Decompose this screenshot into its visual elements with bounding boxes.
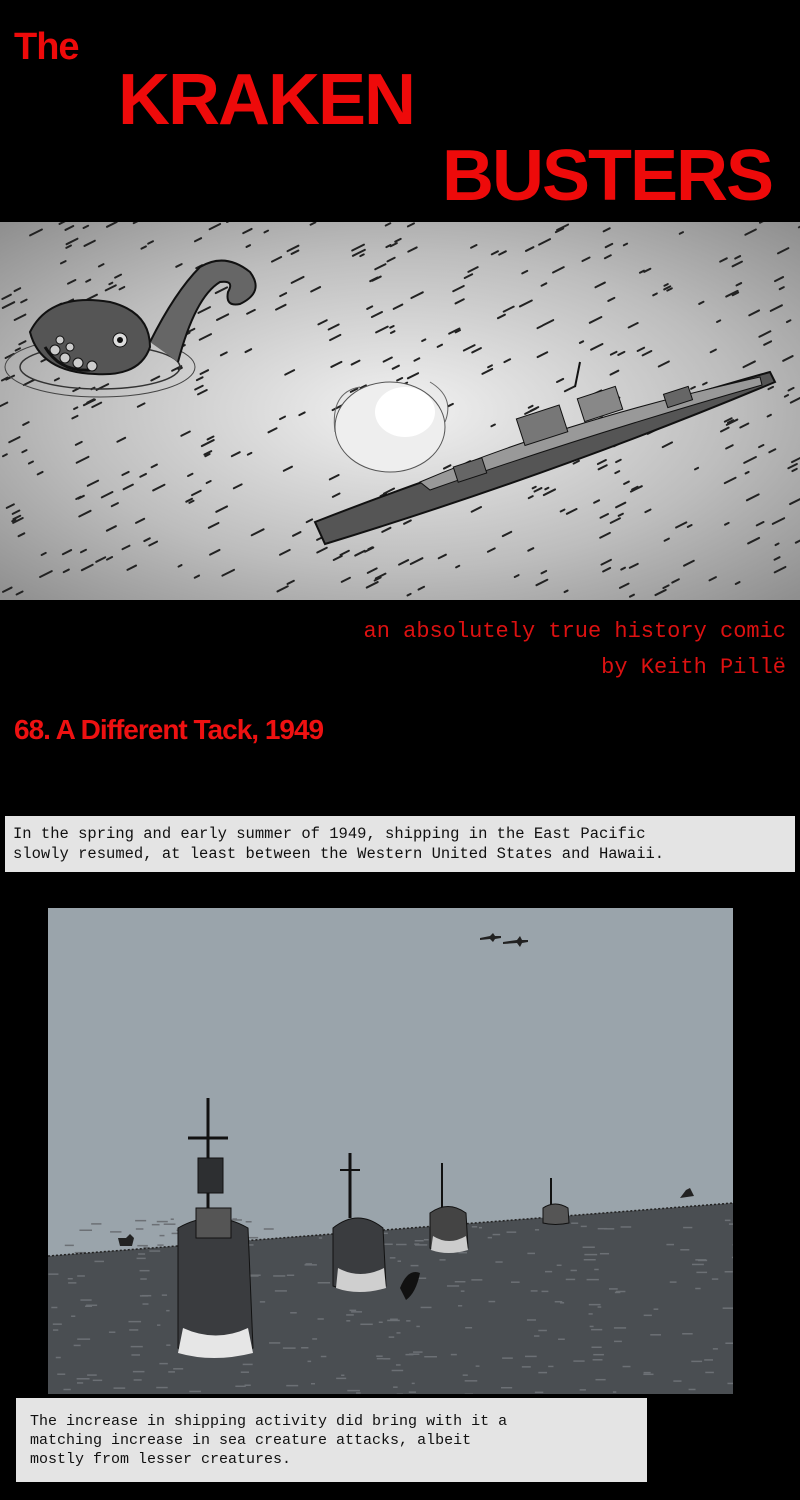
wave-speckle (531, 1290, 538, 1292)
wave-speckle (411, 1265, 419, 1267)
wave-speckle (727, 1383, 733, 1385)
wave-speckle (507, 1231, 517, 1233)
wave-speckle (360, 1324, 372, 1326)
wave-speckle (696, 1272, 707, 1274)
wave-speckle (725, 1271, 733, 1273)
wave-speckle (535, 1392, 543, 1394)
wave-speckle (545, 1271, 552, 1273)
wave-speckle (110, 1231, 121, 1233)
byline: by Keith Pillë (601, 655, 786, 680)
wave-speckle (91, 1223, 101, 1225)
wave-speckle (644, 1315, 652, 1317)
wave-speckle (584, 1254, 597, 1256)
wave-speckle (250, 1275, 258, 1277)
wave-speckle (571, 1270, 577, 1272)
wave-speckle (376, 1355, 382, 1357)
wave-speckle (393, 1386, 398, 1388)
wave-speckle (68, 1282, 76, 1284)
convoy-image (48, 908, 733, 1394)
wave-speckle (682, 1333, 693, 1335)
wave-speckle (349, 1310, 356, 1312)
wave-speckle (732, 1257, 733, 1259)
wave-speckle (131, 1354, 140, 1356)
wave-speckle (581, 1226, 587, 1228)
wave-speckle (405, 1354, 413, 1356)
wave-speckle (351, 1311, 362, 1313)
wave-speckle (458, 1305, 462, 1307)
wave-speckle (390, 1257, 396, 1259)
wave-speckle (465, 1380, 478, 1382)
wave-speckle (85, 1306, 92, 1308)
wave-speckle (159, 1235, 164, 1237)
wave-speckle (135, 1220, 146, 1222)
wave-speckle (495, 1261, 502, 1263)
wave-speckle (138, 1253, 145, 1255)
wave-speckle (680, 1249, 689, 1251)
wave-speckle (172, 1233, 178, 1235)
rain-streak (533, 487, 536, 489)
wave-speckle (548, 1366, 553, 1368)
wave-speckle (379, 1321, 383, 1323)
rain-streak (179, 565, 182, 567)
wave-speckle (283, 1347, 296, 1349)
wave-speckle (698, 1260, 707, 1262)
wave-speckle (725, 1343, 733, 1345)
subtitle (364, 614, 786, 686)
wave-speckle (712, 1278, 718, 1280)
wave-speckle (392, 1370, 404, 1372)
wave-speckle (535, 1229, 539, 1231)
wave-speckle (137, 1258, 146, 1260)
wave-speckle (269, 1342, 280, 1344)
caption-box-2 (16, 1398, 647, 1482)
rain-streak (565, 591, 568, 593)
wave-speckle (140, 1270, 150, 1272)
wave-speckle (136, 1228, 144, 1230)
wave-speckle (493, 1234, 501, 1236)
wave-speckle (94, 1261, 104, 1263)
wave-speckle (598, 1306, 602, 1308)
wave-speckle (461, 1290, 465, 1292)
wave-speckle (463, 1374, 468, 1376)
wave-speckle (53, 1323, 62, 1325)
wave-speckle (670, 1281, 677, 1283)
wave-speckle (654, 1308, 659, 1310)
wave-speckle (593, 1359, 603, 1361)
wave-speckle (157, 1324, 160, 1326)
wave-speckle (600, 1253, 609, 1255)
wave-speckle (591, 1329, 602, 1331)
wave-speckle (152, 1224, 160, 1226)
wave-speckle (231, 1219, 242, 1221)
wave-speckle (723, 1307, 733, 1309)
rain-streak (776, 544, 779, 546)
wave-speckle (412, 1383, 415, 1385)
wave-speckle (459, 1252, 467, 1254)
wave-speckle (173, 1368, 183, 1370)
wave-speckle (409, 1391, 416, 1393)
wave-speckle (455, 1281, 466, 1283)
wave-speckle (650, 1334, 661, 1336)
wave-speckle (114, 1387, 126, 1389)
wave-speckle (109, 1331, 115, 1333)
wave-speckle (346, 1314, 354, 1316)
wave-speckle (48, 1273, 58, 1275)
wave-speckle (71, 1315, 75, 1317)
wave-speckle (171, 1218, 174, 1220)
wave-speckle (644, 1372, 651, 1374)
wave-speckle (609, 1288, 618, 1290)
wave-speckle (396, 1244, 407, 1246)
wave-speckle (63, 1389, 70, 1391)
wave-speckle (557, 1265, 562, 1267)
wave-speckle (476, 1365, 480, 1367)
wave-speckle (479, 1227, 482, 1229)
wave-speckle (131, 1346, 143, 1348)
wave-speckle (87, 1374, 97, 1376)
wave-speckle (264, 1228, 274, 1230)
wave-speckle (643, 1374, 653, 1376)
wave-speckle (560, 1302, 564, 1304)
wave-speckle (157, 1221, 168, 1223)
wave-speckle (713, 1348, 718, 1350)
wave-speckle (621, 1226, 632, 1228)
wave-speckle (383, 1358, 390, 1360)
rain-streak (545, 488, 548, 490)
wave-speckle (241, 1371, 249, 1373)
wave-speckle (129, 1329, 138, 1331)
wave-speckle (465, 1327, 472, 1329)
wave-speckle (415, 1244, 427, 1246)
wave-speckle (424, 1356, 437, 1358)
wave-speckle (159, 1363, 168, 1365)
caption-2-line-2: matching increase in sea creature attacks, albeit (30, 1432, 472, 1449)
wave-speckle (301, 1347, 308, 1349)
wave-speckle (336, 1378, 346, 1380)
wave-speckle (584, 1259, 596, 1261)
wave-speckle (305, 1264, 317, 1266)
wave-speckle (341, 1375, 344, 1377)
caption-1-line-1: In the spring and early summer of 1949, shipping in the East Pacific (13, 825, 646, 843)
wave-speckle (439, 1259, 445, 1261)
wave-speckle (189, 1391, 201, 1393)
wave-speckle (589, 1313, 593, 1315)
wave-speckle (614, 1341, 622, 1343)
title-the: The (14, 26, 79, 68)
wave-speckle (56, 1357, 61, 1359)
wave-speckle (168, 1371, 175, 1373)
wave-speckle (65, 1245, 74, 1247)
wave-speckle (421, 1307, 432, 1309)
wave-speckle (683, 1227, 692, 1229)
wave-speckle (571, 1222, 578, 1224)
wave-speckle (396, 1332, 400, 1334)
wave-speckle (692, 1264, 704, 1266)
wave-speckle (347, 1390, 360, 1392)
wave-speckle (377, 1358, 384, 1360)
wave-speckle (502, 1357, 513, 1359)
title-kraken: KRAKEN (118, 60, 415, 140)
wave-speckle (583, 1246, 595, 1248)
wave-speckle (80, 1299, 91, 1301)
wave-speckle (128, 1321, 141, 1323)
wave-speckle (149, 1250, 160, 1252)
wave-speckle (725, 1220, 731, 1222)
wave-speckle (471, 1279, 482, 1281)
wave-speckle (140, 1278, 146, 1280)
wave-speckle (383, 1243, 392, 1245)
wave-speckle (580, 1389, 586, 1391)
kraken-battleship-image (0, 222, 800, 600)
wave-speckle (57, 1373, 65, 1375)
wave-speckle (691, 1361, 702, 1363)
wave-speckle (77, 1275, 85, 1277)
wave-speckle (538, 1372, 547, 1374)
wave-speckle (587, 1279, 599, 1281)
rain-streak (109, 283, 112, 285)
wave-speckle (389, 1336, 395, 1338)
wave-speckle (273, 1275, 285, 1277)
caption-1-line-2: slowly resumed, at least between the Western United States and Hawaii. (13, 845, 665, 863)
wave-speckle (623, 1366, 631, 1368)
rain-streak (408, 594, 411, 596)
wave-speckle (260, 1301, 265, 1303)
wave-speckle (396, 1364, 401, 1366)
wave-speckle (77, 1382, 83, 1384)
wave-speckle (614, 1327, 626, 1329)
wave-speckle (593, 1354, 604, 1356)
wave-speckle (489, 1301, 496, 1303)
wave-speckle (511, 1281, 520, 1283)
wave-speckle (538, 1330, 547, 1332)
wave-speckle (318, 1318, 324, 1320)
wave-speckle (695, 1288, 700, 1290)
wave-speckle (591, 1347, 601, 1349)
wave-speckle (93, 1380, 102, 1382)
wave-speckle (542, 1291, 549, 1293)
wave-speckle (287, 1275, 294, 1277)
wave-speckle (416, 1326, 420, 1328)
wave-speckle (134, 1379, 142, 1381)
wave-speckle (558, 1338, 565, 1340)
wave-speckle (79, 1230, 92, 1232)
rain-streak (695, 468, 698, 470)
wave-speckle (418, 1278, 426, 1280)
wave-speckle (162, 1294, 167, 1296)
wave-speckle (573, 1360, 584, 1362)
wave-speckle (666, 1244, 674, 1246)
wave-speckle (534, 1335, 539, 1337)
wave-speckle (424, 1239, 429, 1241)
wave-speckle (68, 1278, 73, 1280)
wave-speckle (166, 1344, 170, 1346)
caption-box-1 (5, 816, 795, 872)
rain-streak (422, 339, 425, 341)
wave-speckle (319, 1237, 322, 1239)
wave-speckle (566, 1279, 575, 1281)
wave-speckle (166, 1310, 169, 1312)
hero-illustration (0, 222, 800, 600)
wave-speckle (522, 1366, 531, 1368)
wave-speckle (318, 1282, 330, 1284)
wave-speckle (156, 1387, 167, 1389)
wave-speckle (308, 1361, 312, 1363)
wave-speckle (472, 1226, 477, 1228)
wave-speckle (137, 1245, 148, 1247)
wave-speckle (398, 1260, 401, 1262)
wave-speckle (312, 1338, 317, 1340)
rain-streak (746, 472, 749, 474)
wave-speckle (275, 1290, 287, 1292)
subtitle-line-1: an absolutely true history comic (363, 619, 786, 644)
wave-speckle (589, 1304, 601, 1306)
wave-speckle (390, 1319, 398, 1321)
wave-speckle (594, 1269, 598, 1271)
wave-speckle (501, 1387, 512, 1389)
wave-speckle (164, 1223, 176, 1225)
wave-speckle (598, 1228, 608, 1230)
wave-speckle (77, 1378, 90, 1380)
wave-speckle (595, 1379, 605, 1381)
wave-speckle (673, 1380, 681, 1382)
wave-speckle (143, 1303, 149, 1305)
wave-speckle (53, 1329, 58, 1331)
wave-speckle (142, 1295, 151, 1297)
wave-speckle (157, 1244, 163, 1246)
wave-speckle (705, 1372, 714, 1374)
wave-speckle (615, 1292, 620, 1294)
wave-speckle (356, 1392, 361, 1394)
rain-streak (456, 566, 459, 568)
wave-speckle (346, 1320, 350, 1322)
wave-speckle (451, 1354, 457, 1356)
wave-speckle (613, 1391, 616, 1393)
wave-speckle (488, 1237, 492, 1239)
wave-speckle (689, 1389, 696, 1391)
convoy-panel (48, 908, 733, 1394)
caption-2-line-1: The increase in shipping activity did bring with it a (30, 1413, 508, 1430)
wave-speckle (729, 1223, 733, 1225)
wave-speckle (321, 1356, 327, 1358)
wave-speckle (413, 1351, 423, 1353)
wave-speckle (235, 1386, 245, 1388)
wave-speckle (74, 1345, 81, 1347)
wave-speckle (246, 1221, 252, 1223)
rain-streak (785, 395, 788, 397)
caption-2-line-3: mostly from lesser creatures. (30, 1451, 292, 1468)
wave-speckle (447, 1285, 459, 1287)
wave-speckle (525, 1356, 537, 1358)
wave-speckle (286, 1385, 298, 1387)
title-busters: BUSTERS (442, 136, 773, 216)
wave-speckle (243, 1364, 253, 1366)
episode-title: 68. A Different Tack, 1949 (14, 714, 324, 745)
wave-speckle (527, 1253, 535, 1255)
wave-speckle (51, 1307, 57, 1309)
wave-speckle (406, 1320, 410, 1322)
wave-speckle (311, 1383, 315, 1385)
wave-speckle (704, 1359, 713, 1361)
wave-speckle (527, 1319, 536, 1321)
wave-speckle (133, 1371, 145, 1373)
wave-speckle (290, 1312, 297, 1314)
wave-speckle (590, 1326, 594, 1328)
wave-speckle (77, 1338, 90, 1340)
wave-speckle (415, 1240, 424, 1242)
